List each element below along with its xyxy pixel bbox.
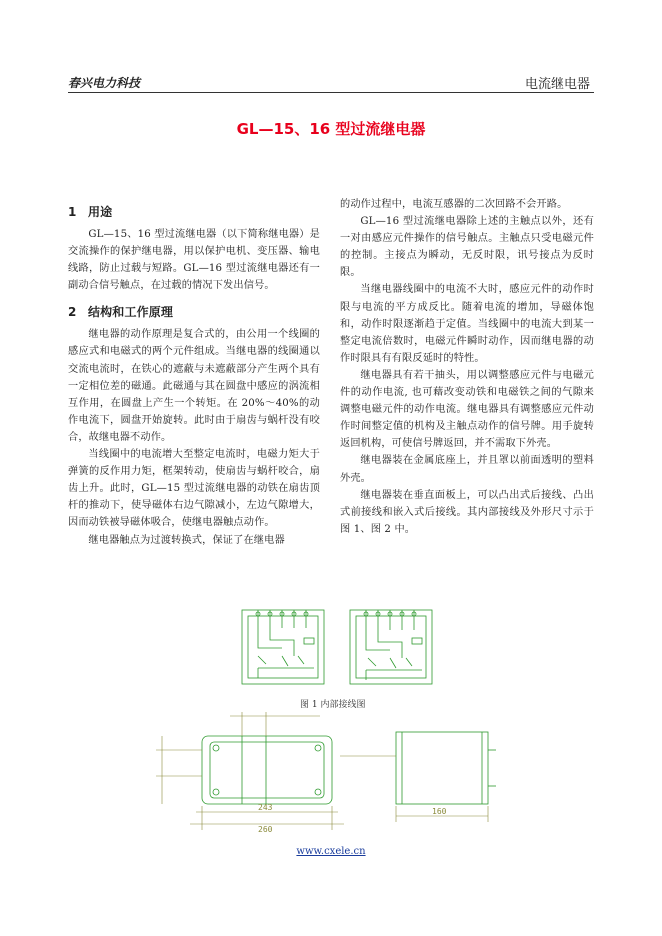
wiring-diagram-gl16 [350,610,432,684]
side-view [396,732,496,804]
section-number: 2 [68,305,77,320]
figure-caption: 图 1 内部接线图 [300,700,366,710]
dimension-160: 160 [432,807,447,816]
internal-wiring-diagram [238,608,438,692]
dimension-243: 243 [258,803,273,812]
dimension-260: 260 [258,825,273,834]
left-column [68,197,320,549]
section-heading-usage [68,203,320,221]
section-title: 结构和工作原理 [88,305,174,320]
outline-dimension-drawing [150,706,500,836]
brand-name: 春兴电力科技 [68,76,141,90]
right-column [340,196,594,538]
paragraph: 继电器装在金属底座上，并且罩以前面透明的塑料外壳。 [340,455,594,484]
page-header [68,72,594,93]
front-view [202,736,332,804]
website-link[interactable]: www.cxele.cn [296,846,366,857]
paragraph: 继电器装在垂直面板上，可以凸出式后接线、凸出式前接线和嵌入式后接线。其内部接线及外形尺寸示于图 1、图 2 中。 [340,489,594,535]
paragraph: 当继电器线圈中的电流不大时，感应元件的动作时限与电流的平方成反比。随着电流的增加，导磁体饱和，动作时限逐渐趋于定值。当线圈中的电流大到某一整定电流倍数时，电磁元件瞬时动作，因而继电器的动作时限具有有限反延时的特性。 [340,284,594,364]
category-label: 电流继电器 [524,77,590,92]
page-title: GL—15、16 型过流继电器 [236,120,426,138]
section-number: 1 [68,205,77,219]
section-title: 用途 [88,205,113,219]
paragraph: GL—16 型过流继电器除上述的主触点以外，还有一对由感应元件操作的信号触点。主触点只受电磁元件的控制。主接点为瞬动，无反时限，讯号接点为反时限。 [340,216,594,279]
paragraph: 当线圈中的电流增大至整定电流时，电磁力矩大于弹簧的反作用力矩，框架转动，使扇齿与蜗杆咬合，扇齿上升。此时，GL—15 型过流继电器的动铁在扇齿顶杆的推动下，使导磁体右边气隙减小，左边气隙增大，因而动铁被导磁体吸合，使继电器触点动作。 [68,449,320,529]
wiring-diagram-gl15 [242,610,324,684]
paragraph: GL—15、16 型过流继电器（以下简称继电器）是交流操作的保护继电器，用以保护电机、变压器、输电线路，防止过载与短路。GL—16 型过流继电器还有一副动合信号触点，在过载的情况下发出信号。 [68,229,320,292]
paragraph-continuation: 的动作过程中，电流互感器的二次回路不会开路。 [340,199,568,210]
paragraph: 继电器触点为过渡转换式，保证了在继电器 [88,534,285,546]
section-heading-structure [68,303,320,321]
paragraph: 继电器的动作原理是复合式的，由公用一个线圈的感应式和电磁式的两个元件组成。当继电器的线圈通以交流电流时，在铁心的遮蔽与未遮蔽部分产生两个具有一定相位差的磁通。此磁通与其在圆盘中感应的涡流相互作用，在圆盘上产生一个转矩。在 20%～40%的动作电流下，圆盘开始旋转。此时由于扇齿与蜗杆没有咬合，故继电器不动作。 [68,329,320,443]
paragraph: 继电器具有若干抽头，用以调整感应元件与电磁元件的动作电流, 也可藉改变动铁和电磁铁之间的气隙来调整电磁元件的动作电流。继电器具有调整感应元件动作时间整定值的机构及主触点动作的信号牌。用手旋转返回机构，可使信号牌返回，并不需取下外壳。 [340,369,594,450]
